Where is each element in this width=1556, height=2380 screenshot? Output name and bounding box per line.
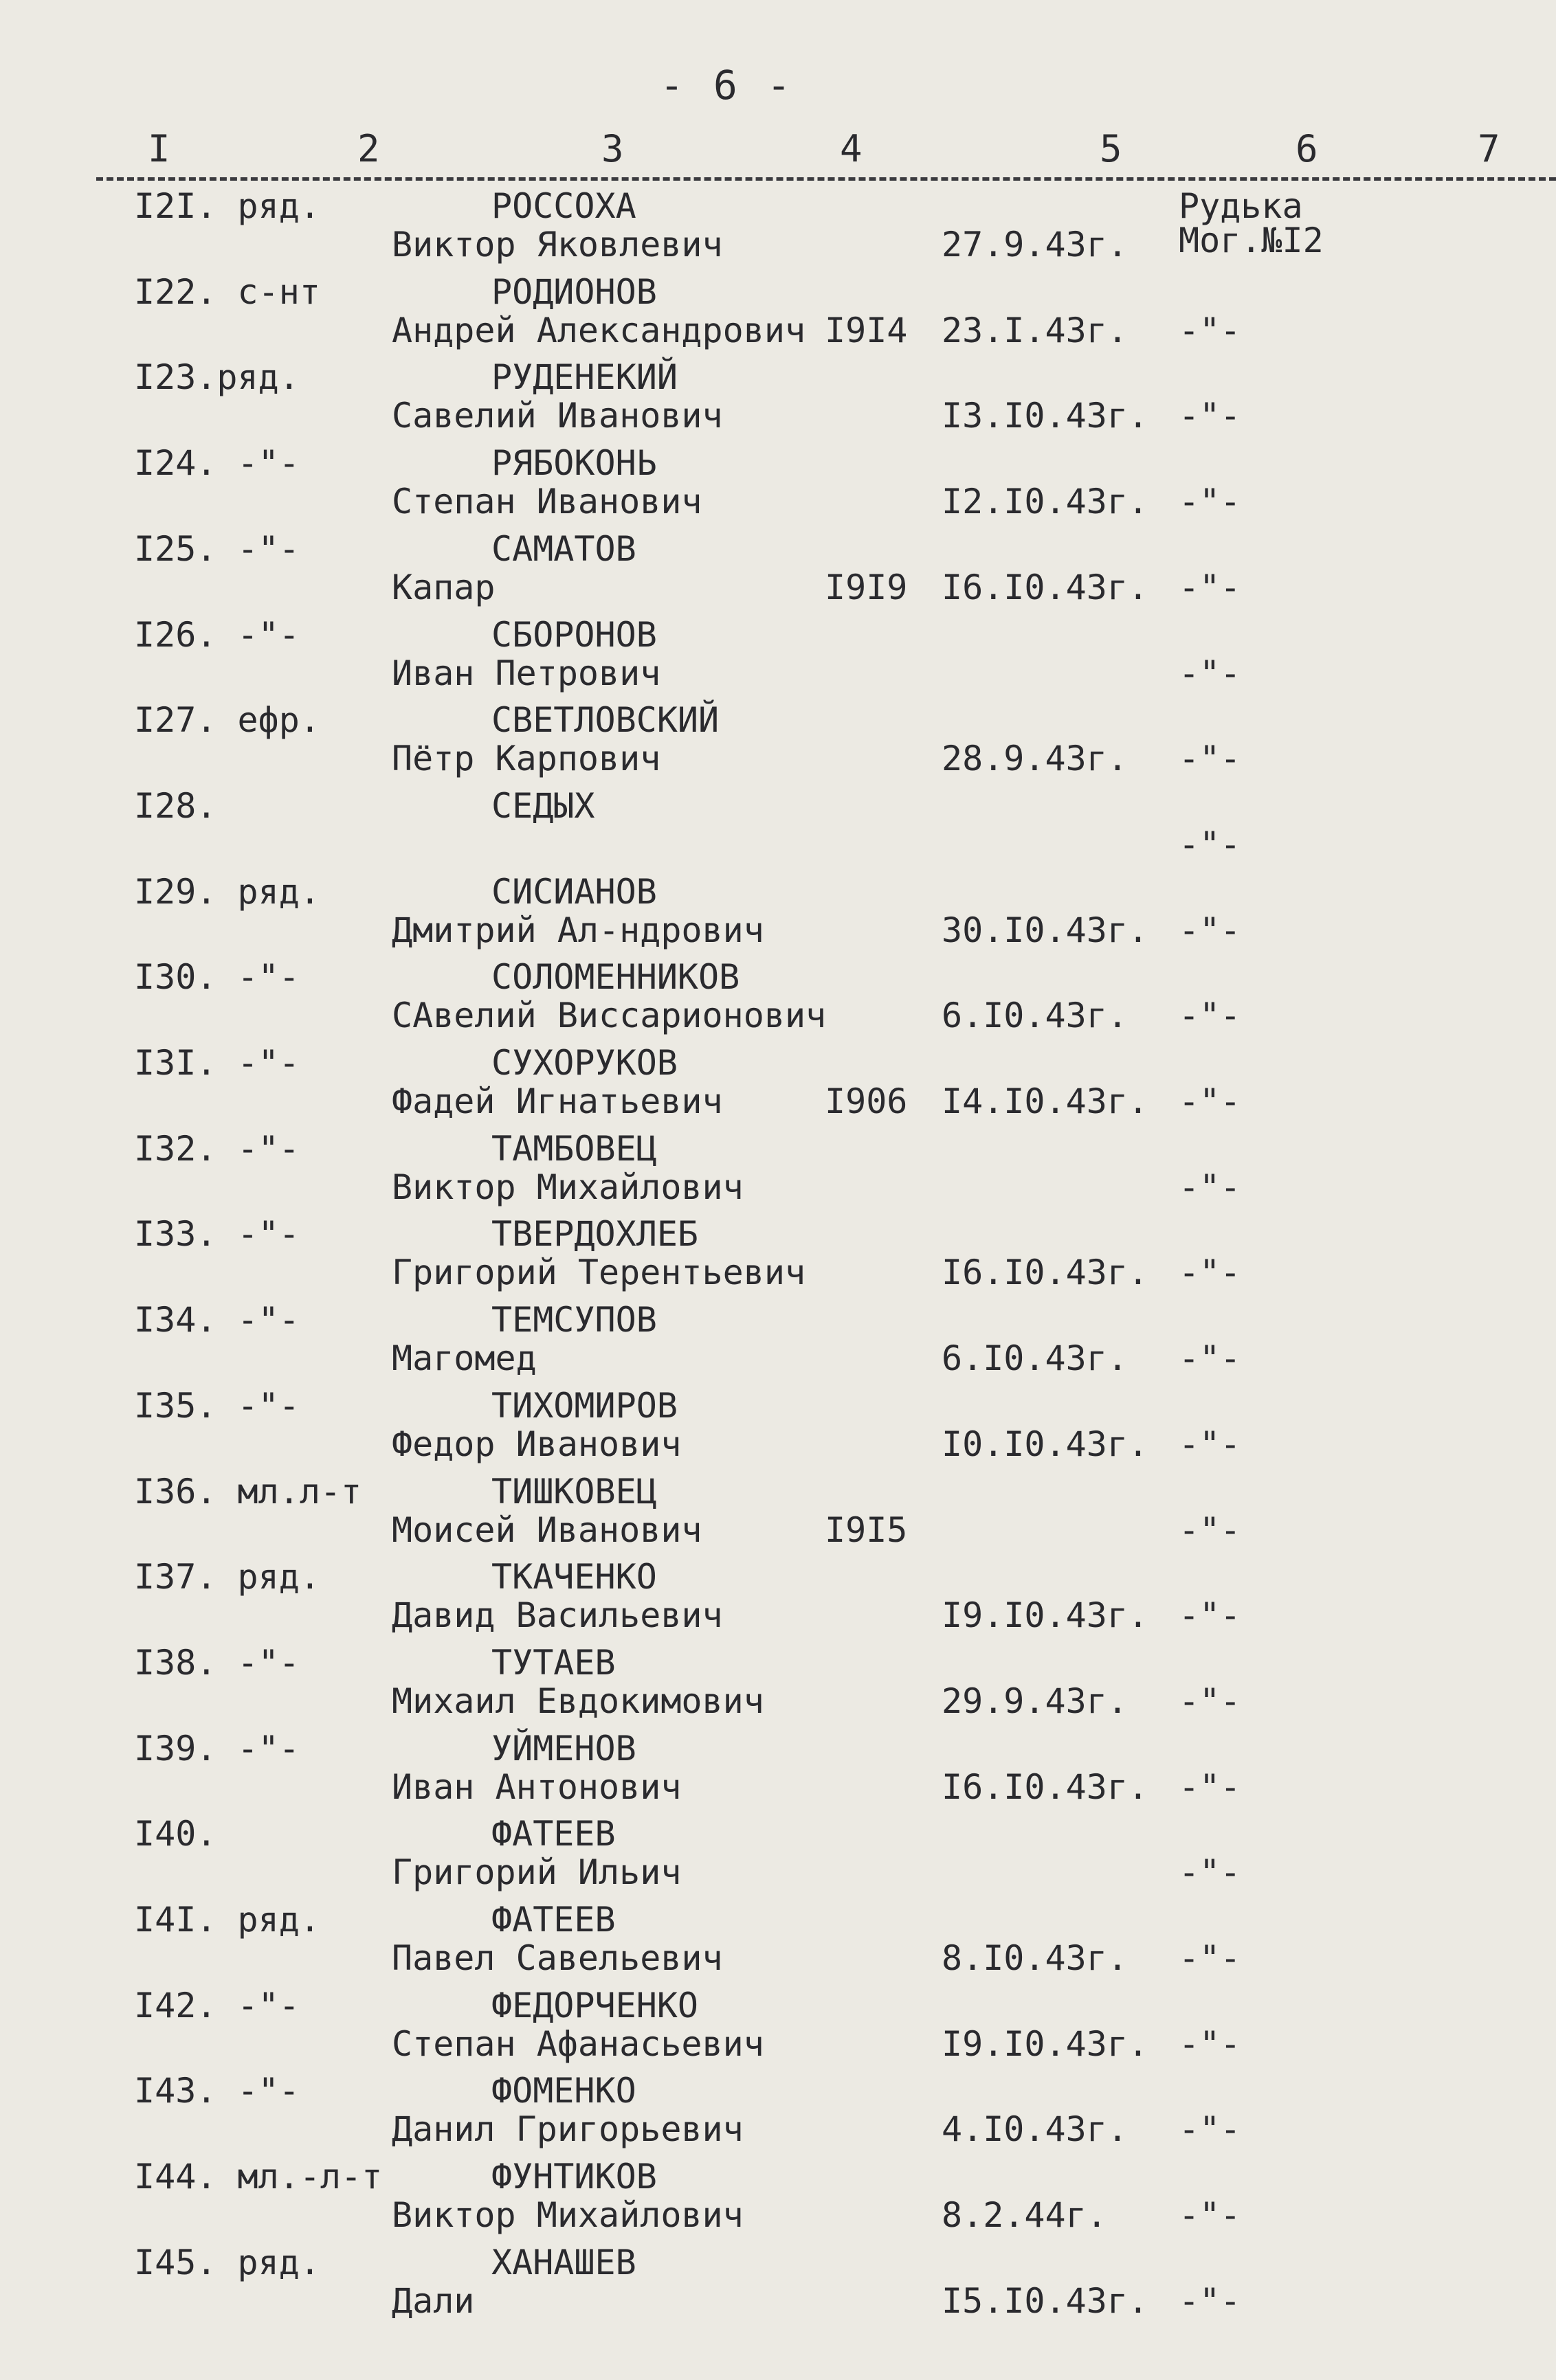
entry-date: 4.I0.43г.: [942, 2109, 1128, 2150]
list-item: [0, 1385, 1556, 1474]
entry-date: 28.9.43г.: [942, 739, 1128, 779]
column-header-3: 3: [601, 127, 624, 170]
entry-given: Моисей Иванович: [392, 1509, 702, 1550]
entry-surname: ТУТАЕВ: [491, 1642, 616, 1683]
entry-num: I27. ефр.: [134, 700, 320, 741]
entry-num: I36. мл.л-т: [134, 1471, 362, 1512]
entry-burial: -"-: [1179, 567, 1241, 607]
entry-date: I0.I0.43г.: [942, 1424, 1149, 1464]
entry-num: I29. ряд.: [134, 871, 320, 912]
entry-num: I30. -"-: [134, 957, 300, 998]
list-item: [0, 1902, 1556, 1988]
entry-num: I2I. ряд.: [134, 186, 320, 226]
entry-burial: -"-: [1179, 2023, 1241, 2064]
entry-surname: СОЛОМЕННИКОВ: [491, 957, 740, 998]
list-item: [0, 443, 1556, 532]
entry-burial: -"-: [1179, 2280, 1241, 2321]
list-item: [0, 700, 1556, 789]
entry-num: I23.ряд.: [134, 357, 300, 398]
entry-surname: РОДИОНОВ: [491, 271, 657, 312]
list-item: [0, 785, 1556, 875]
entry-date: I6.I0.43г.: [942, 567, 1149, 607]
entry-date: I9.I0.43г.: [942, 2023, 1149, 2064]
entry-num: I35. -"-: [134, 1385, 300, 1426]
column-header-7: 7: [1478, 127, 1500, 170]
entry-date: 23.I.43г.: [942, 310, 1128, 350]
entry-surname: ТЕМСУПОВ: [491, 1300, 657, 1340]
entry-given: Виктор Яковлевич: [392, 225, 723, 265]
entry-date: I6.I0.43г.: [942, 1766, 1149, 1807]
entry-year: I906: [825, 1081, 908, 1121]
entry-num: I38. -"-: [134, 1642, 300, 1683]
entry-burial: -"-: [1179, 1938, 1241, 1978]
column-header-5: 5: [1100, 127, 1122, 170]
list-item: [0, 357, 1556, 446]
entry-burial: -"-: [1179, 1253, 1241, 1293]
entry-burial: -"-: [1179, 739, 1241, 779]
entry-given: Данил Григорьевич: [392, 2109, 744, 2150]
entry-surname: ФАТЕЕВ: [491, 1900, 616, 1940]
entry-surname: ТИХОМИРОВ: [491, 1385, 678, 1426]
list-item: [0, 2071, 1556, 2159]
column-header-6: 6: [1296, 127, 1318, 170]
entry-num: I40.: [134, 1814, 217, 1854]
entry-given: Григорий Терентьевич: [392, 1253, 806, 1293]
entry-date: 27.9.43г.: [942, 225, 1128, 265]
entry-date: I3.I0.43г.: [942, 396, 1149, 436]
entry-num: I43. -"-: [134, 2071, 300, 2111]
entry-surname: СВЕТЛОВСКИЙ: [491, 700, 720, 741]
burial-place-line-2: Мог.№I2: [1179, 221, 1324, 260]
entry-surname: СБОРОНОВ: [491, 614, 657, 655]
entry-burial: -"-: [1179, 910, 1241, 950]
entry-burial: -"-: [1179, 482, 1241, 522]
entry-num: I26. -"-: [134, 614, 300, 655]
entry-given: Виктор Михайлович: [392, 2195, 744, 2236]
entry-num: I25. -"-: [134, 528, 300, 569]
entry-given: Давид Васильевич: [392, 1595, 723, 1636]
entry-date: 6.I0.43г.: [942, 1338, 1128, 1379]
entry-surname: ТКАЧЕНКО: [491, 1557, 657, 1597]
entry-burial: -"-: [1179, 1167, 1241, 1207]
list-item: [0, 1214, 1556, 1303]
column-header-4: 4: [840, 127, 863, 170]
list-item: [0, 271, 1556, 361]
entry-surname: ТИШКОВЕЦ: [491, 1471, 657, 1512]
entry-num: I42. -"-: [134, 1985, 300, 2025]
list-item: [0, 1128, 1556, 1217]
entry-year: I9I9: [825, 567, 908, 607]
entry-burial: -"-: [1179, 310, 1241, 350]
entry-burial: -"-: [1179, 1081, 1241, 1121]
entry-given: Иван Петрович: [392, 653, 661, 693]
entry-surname: СЕДЫХ: [491, 785, 595, 826]
entry-burial: -"-: [1179, 1766, 1241, 1807]
list-item: [0, 614, 1556, 704]
entry-surname: ХАНАШЕВ: [491, 2242, 636, 2282]
entry-num: I34. -"-: [134, 1300, 300, 1340]
entry-given: Капар: [392, 567, 496, 607]
entry-burial: -"-: [1179, 1509, 1241, 1550]
entry-burial: -"-: [1179, 824, 1241, 864]
entry-surname: ТАМБОВЕЦ: [491, 1128, 657, 1169]
entry-given: Степан Афанасьевич: [392, 2023, 764, 2064]
entry-burial: -"-: [1179, 1681, 1241, 1721]
entry-burial: -"-: [1179, 1595, 1241, 1636]
entry-num: I28.: [134, 785, 217, 826]
list-item: [0, 1557, 1556, 1646]
entry-burial: -"-: [1179, 1338, 1241, 1379]
page-number: - 6 -: [660, 62, 794, 109]
entry-surname: РУДЕНЕКИЙ: [491, 357, 678, 398]
entry-given: САвелий Виссарионович: [392, 996, 827, 1036]
list-item: [0, 186, 1556, 275]
entry-num: I37. ряд.: [134, 1557, 320, 1597]
entry-surname: РЯБОКОНЬ: [491, 443, 657, 484]
list-item: [0, 1300, 1556, 1389]
entry-num: I33. -"-: [134, 1214, 300, 1255]
entry-burial: -"-: [1179, 653, 1241, 693]
list-item: [0, 1043, 1556, 1132]
entry-num: I32. -"-: [134, 1128, 300, 1169]
list-item: [0, 1814, 1556, 1902]
entry-given: Фадей Игнатьевич: [392, 1081, 723, 1121]
entry-surname: ФУНТИКОВ: [491, 2157, 657, 2197]
entry-surname: УЙМЕНОВ: [491, 1728, 636, 1769]
list-item: [0, 2242, 1556, 2331]
entry-num: I22. с-нт: [134, 271, 320, 312]
list-item: [0, 871, 1556, 961]
entry-given: Виктор Михайлович: [392, 1167, 744, 1207]
entry-num: I3I. -"-: [134, 1043, 300, 1083]
entry-num: I4I. ряд.: [134, 1900, 320, 1940]
entry-date: 8.I0.43г.: [942, 1938, 1128, 1978]
entry-given: Дмитрий Ал-ндрович: [392, 910, 764, 950]
entry-year: I9I4: [825, 310, 908, 350]
entry-surname: ФАТЕЕВ: [491, 1814, 616, 1854]
entry-given: Магомед: [392, 1338, 537, 1379]
entry-year: I9I5: [825, 1509, 908, 1550]
entry-given: Пётр Карпович: [392, 739, 661, 779]
entry-given: Михаил Евдокимович: [392, 1681, 764, 1721]
entry-date: 30.I0.43г.: [942, 910, 1149, 950]
entry-given: Андрей Александрович: [392, 310, 806, 350]
entry-date: 29.9.43г.: [942, 1681, 1128, 1721]
entry-given: Дали: [392, 2280, 475, 2321]
entry-surname: СУХОРУКОВ: [491, 1043, 678, 1083]
header-dashed-rule: [96, 177, 1556, 181]
entry-given: Павел Савельевич: [392, 1938, 723, 1978]
entry-date: I9.I0.43г.: [942, 1595, 1149, 1636]
entry-burial: -"-: [1179, 996, 1241, 1036]
entry-surname: САМАТОВ: [491, 528, 636, 569]
entry-burial: -"-: [1179, 1852, 1241, 1893]
entry-surname: ФОМЕНКО: [491, 2071, 636, 2111]
entry-given: Степан Иванович: [392, 482, 702, 522]
entry-num: I39. -"-: [134, 1728, 300, 1769]
list-item: [0, 1471, 1556, 1560]
list-item: [0, 1985, 1556, 2074]
list-item: [0, 957, 1556, 1046]
list-item: [0, 1728, 1556, 1817]
entry-num: I44. мл.-л-т: [134, 2157, 383, 2197]
entry-given: Федор Иванович: [392, 1424, 682, 1464]
entry-num: I45. ряд.: [134, 2242, 320, 2282]
entry-burial: -"-: [1179, 396, 1241, 436]
list-item: [0, 2159, 1556, 2245]
entry-burial: -"-: [1179, 2109, 1241, 2150]
column-header-1: I: [148, 127, 170, 170]
entry-surname: ФЕДОРЧЕНКО: [491, 1985, 699, 2025]
entry-date: I4.I0.43г.: [942, 1081, 1149, 1121]
entry-burial: -"-: [1179, 1424, 1241, 1464]
entry-surname: СИСИАНОВ: [491, 871, 657, 912]
entry-date: I2.I0.43г.: [942, 482, 1149, 522]
list-item: [0, 528, 1556, 618]
burial-place-line-1: Рудька: [1179, 186, 1303, 226]
entry-date: 6.I0.43г.: [942, 996, 1128, 1036]
entry-given: Савелий Иванович: [392, 396, 723, 436]
entry-date: I5.I0.43г.: [942, 2280, 1149, 2321]
entry-burial: -"-: [1179, 2195, 1241, 2236]
entry-surname: РОССОХА: [491, 186, 636, 226]
column-header-2: 2: [357, 127, 380, 170]
list-item: [0, 1642, 1556, 1731]
entry-date: 8.2.44г.: [942, 2195, 1107, 2236]
entry-given: Иван Антонович: [392, 1766, 682, 1807]
entry-num: I24. -"-: [134, 443, 300, 484]
entry-given: Григорий Ильич: [392, 1852, 682, 1893]
entry-date: I6.I0.43г.: [942, 1253, 1149, 1293]
entry-surname: ТВЕРДОХЛЕБ: [491, 1214, 699, 1255]
